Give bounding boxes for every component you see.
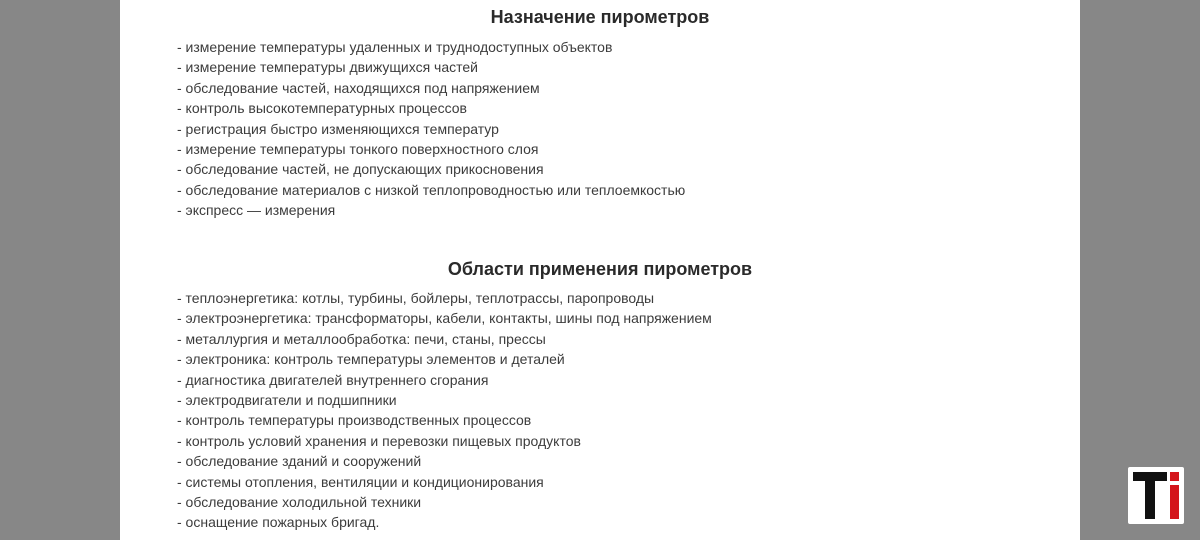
logo-i-dot [1170,472,1179,481]
list-item: - электродвигатели и подшипники [177,391,397,408]
section-title-applications: Области применения пирометров [447,259,753,279]
list-item: - диагностика двигателей внутреннего сгорания [177,371,489,388]
list-item: - экспресс — измерения [177,202,336,219]
applications-list [177,288,712,533]
list-item: - измерение температуры удаленных и труднодоступных объектов [177,39,613,55]
list-item: - обследование частей, не допускающих прикосновения [177,161,544,178]
list-item: - контроль температуры производственных процессов [177,412,532,429]
purpose-list [177,37,685,221]
list-item: - электроэнергетика: трансформаторы, кабели, контакты, шины под напряжением [177,310,712,327]
list-item: - измерение температуры тонкого поверхностного слоя [177,140,539,157]
list-item: - контроль условий хранения и перевозки пищевых продуктов [177,432,581,449]
list-item: - обследование материалов с низкой теплопроводностью или теплоемкостью [177,181,686,198]
section-title-purpose: Назначение пирометров [490,7,710,27]
list-item: - измерение температуры движущихся частей [177,59,478,76]
list-item: - обследование частей, находящихся под напряжением [177,79,540,96]
list-item: - регистрация быстро изменяющихся температур [177,120,499,137]
list-item: - оснащение пожарных бригад. [177,514,380,531]
list-item: - контроль высокотемпературных процессов [177,100,467,117]
list-item: - системы отопления, вентиляции и кондиционирования [177,473,544,490]
list-item: - теплоэнергетика: котлы, турбины, бойлеры, теплотрассы, паропроводы [177,290,655,306]
ti-logo-icon [1128,467,1184,524]
list-item: - электроника: контроль температуры элементов и деталей [177,351,565,368]
document-page [120,0,1080,540]
list-item: - металлургия и металлообработка: печи, станы, прессы [177,330,546,347]
logo-i-bar [1170,485,1179,519]
list-item: - обследование холодильной техники [177,493,422,510]
logo-t-bar [1133,472,1167,481]
logo-t-stem [1145,481,1155,519]
list-item: - обследование зданий и сооружений [177,453,422,470]
